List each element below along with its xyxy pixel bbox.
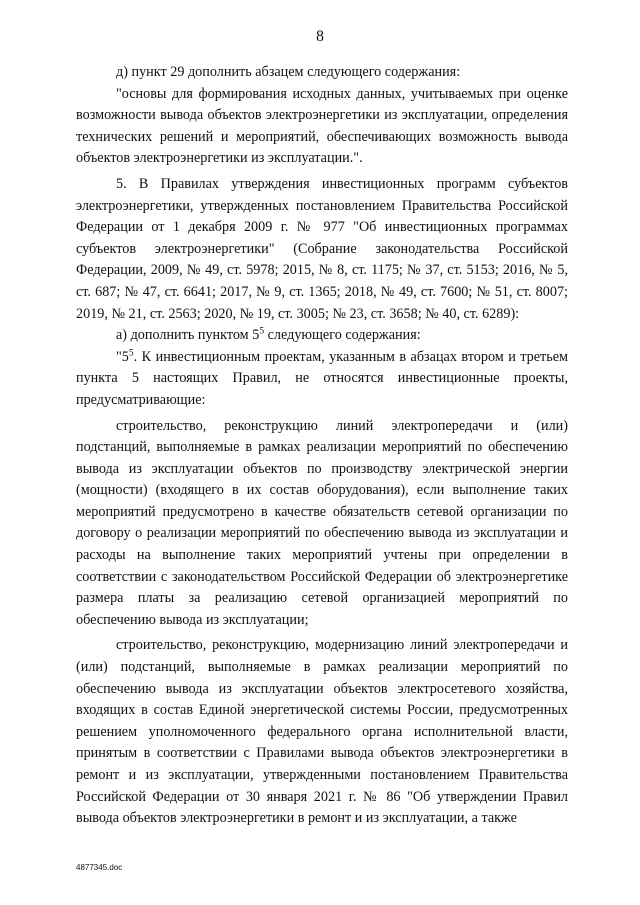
paragraph-item-a [76, 325, 568, 347]
paragraph-clause-5-5 [76, 347, 568, 412]
footer-file-name: 4877345.doc [76, 863, 123, 872]
clause-text: . К инвестиционным проектам, указанным в абзацах втором и третьем пункта 5 настоящих Правил, не относятся инвестиционные проекты, предусматривающие: [76, 348, 568, 408]
item-a-text-start: а) дополнить пунктом 5 [116, 327, 260, 344]
paragraph-quote-basis: "основы для формирования исходных данных, учитываемых при оценке возможности вывода объектов электроэнергетики из эксплуатации, определения технических решений и мероприятий, обеспечивающих возможность вывода объектов электроэнергетики из эксплуатации.". [76, 85, 568, 167]
item-a-text-end: следующего содержания: [264, 327, 421, 344]
paragraph-section-5: 5. В Правилах утверждения инвестиционных программ субъектов электроэнергетики, утвержденных постановлением Правительства Российской Федерации от 1 декабря 2009 г. № 977 "Об инвестиционных программах субъектов электроэнергетики" (Собрание законодательства Российской Федерации, 2009, № 49, ст. 5978; 2015, № 8, ст. 1175; № 37, ст. 5153; 2016, № 5, ст. 687; № 47, ст. 6641; 2017, № 9, ст. 1365; 2018, № 49, ст. 7600; № 51, ст. 8007; 2019, № 21, ст. 2563; 2020, № 19, ст. 3005; № 23, ст. 3658; № 40, ст. 6289): [76, 175, 568, 322]
page-number: 8 [316, 28, 324, 45]
clause-superscript: 5 [128, 347, 134, 358]
paragraph-construction-1: строительство, реконструкцию линий электропередачи и (или) подстанций, выполняемые в рамках реализации мероприятий по обеспечению вывода из эксплуатации объектов по производству электрической энергии (мощности) (входящего в их состав оборудования), если выполнение таких мероприятий предусмотрено в качестве обязательств сетевой организации по договору о реализации мероприятий по обеспечению вывода из эксплуатации и расходы на выполнение таких мероприятий учтены при определении в соответствии с законодательством Российской Федерации об электроэнергетике размера платы за реализацию сетевой организацией мероприятий по обеспечению вывода из эксплуатации; [76, 417, 568, 628]
paragraph-item-d: д) пункт 29 дополнить абзацем следующего содержания: [116, 64, 461, 80]
item-a-superscript: 5 [259, 326, 265, 337]
clause-number-start: "5 [116, 348, 129, 365]
document-body [76, 62, 568, 830]
paragraph-construction-2: строительство, реконструкцию, модернизацию линий электропередачи и (или) подстанций, выполняемые в рамках реализации мероприятий по обеспечению вывода из эксплуатации объектов электросетевого хозяйства, входящих в состав Единой энергетической системы России, предусмотренных решением уполномоченного федерального органа исполнительной власти, принятым в соответствии с Правилами вывода объектов электроэнергетики в ремонт и из эксплуатации, утвержденными постановлением Правительства Российской Федерации от 30 января 2021 г. № 86 "Об утверждении Правил вывода объектов электроэнергетики в ремонт и из эксплуатации, а также [76, 637, 568, 827]
